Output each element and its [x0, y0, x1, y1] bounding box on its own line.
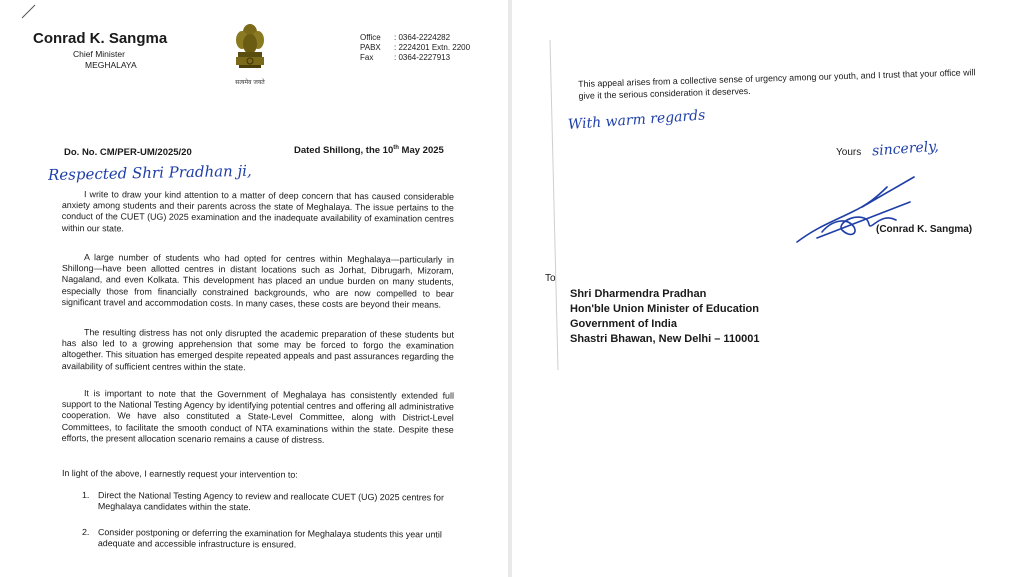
signatory-name: (Conrad K. Sangma)	[876, 224, 973, 235]
paragraph-5: In light of the above, I earnestly request your intervention to:	[61, 468, 298, 480]
recipient-to-label: To	[545, 273, 556, 284]
recipient-address: Shastri Bhawan, New Delhi – 110001	[570, 333, 760, 345]
closing-appeal-paragraph: This appeal arises from a collective sense of urgency among our youth, and I trust that your office will give it the serious consideration it deserves.	[578, 67, 976, 101]
recipient-organization: Government of India	[570, 318, 677, 330]
handwritten-salutation: Respected Shri Pradhan ji,	[47, 161, 252, 184]
letterhead-designation: Chief Minister	[73, 49, 125, 59]
letterhead-state: MEGHALAYA	[85, 60, 137, 70]
contact-office: Office : 0364-2224282	[360, 33, 451, 42]
letter-page-1	[0, 0, 508, 577]
emblem-caption: सत्यमेव जयते	[235, 79, 265, 86]
request-item-2: 2. Consider postponing or deferring the examination for Meghalaya students this year until adequate and accessible infrastructure is ensured.	[81, 526, 442, 550]
closing-yours: Yours	[836, 147, 862, 158]
contact-fax: Fax : 0364-2227913	[360, 53, 451, 62]
national-emblem-icon	[231, 20, 269, 92]
letter-date: Dated Shillong, the 10th May 2025	[294, 145, 444, 157]
signature-mark	[792, 172, 922, 252]
paper-edge-shadow	[548, 40, 560, 370]
letterhead-name: Conrad K. Sangma	[33, 30, 168, 47]
contact-block	[360, 33, 470, 63]
handwritten-regards: With warm regards	[567, 107, 706, 133]
contact-pabx: PABX : 2224201 Extn. 2200	[360, 43, 471, 52]
paragraph-2: A large number of students who had opted for centres within Meghalaya—particularly in Shillong—have been allotted centres in distant locations such as Jorhat, Dibrugarh, Mizoram, Nagaland, and even Kolkata. This development has placed an undue burden on many students, especially those from financially constrained backgrounds, who are now compelled to bear significant travel and accommodation costs. In many cases, these costs are beyond their means.	[61, 252, 454, 310]
reference-number: Do. No. CM/PER-UM/2025/20	[64, 147, 192, 158]
request-item-1: 1. Direct the National Testing Agency to review and reallocate CUET (UG) 2025 centres for Meghalaya candidates within the state.	[81, 489, 444, 513]
paragraph-1: I write to draw your kind attention to a matter of deep concern that has caused considerable anxiety among students and their parents across the state of Meghalaya. The issue pertains to the conduct of the CUET (UG) 2025 examination and the inadequate availability of examination centres within our state.	[61, 189, 454, 234]
corner-pen-mark	[20, 2, 40, 20]
paragraph-3: The resulting distress has not only disrupted the academic preparation of these students but has also led to a growing apprehension that some may be forced to forgo the examination altogether. This situation has emerged despite repeated appeals and past assurances regarding the availability of sufficient centres within the state.	[61, 327, 454, 372]
handwritten-sincerely: sincerely,	[871, 138, 940, 160]
recipient-title: Hon'ble Union Minister of Education	[570, 303, 759, 315]
recipient-name: Shri Dharmendra Pradhan	[570, 288, 707, 300]
paragraph-4: It is important to note that the Government of Meghalaya has consistently extended full support to the National Testing Agency by identifying potential centres and offering all administrative cooperation. We have also constituted a State-Level Committee, along with District-Level Committees, to facilitate the smooth conduct of NTA examinations within the state. Despite these efforts, the present allocation scenario remains a cause of distress.	[61, 388, 454, 445]
